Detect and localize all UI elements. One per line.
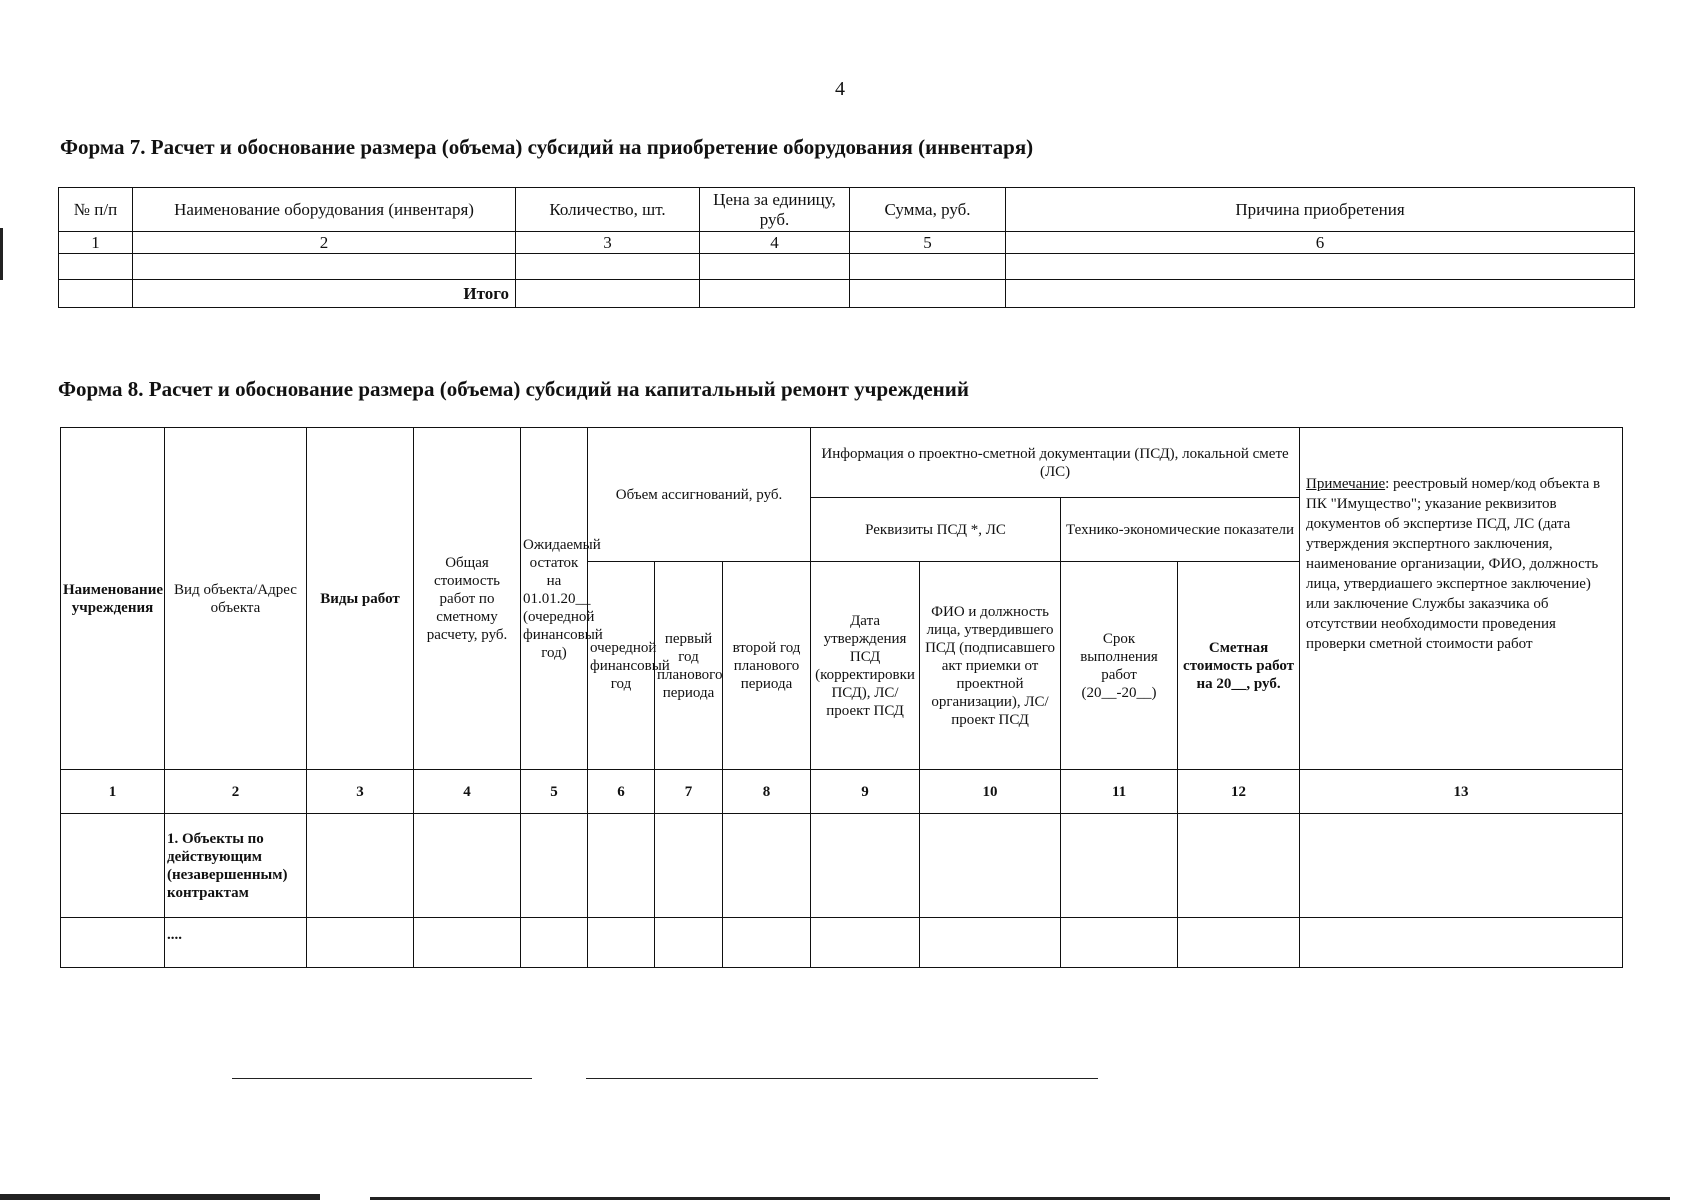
f7-header-name: Наименование оборудования (инвентаря) [133, 188, 516, 232]
f8-header-first-plan-year: первый год планового периода [655, 562, 723, 770]
f8-row-ellipsis: .... [165, 918, 307, 968]
f8-header-tech-econ: Технико-экономические показатели [1061, 498, 1300, 562]
f8-header-works: Виды работ [307, 428, 414, 770]
f7-header-price: Цена за единицу, руб. [700, 188, 850, 232]
f8-colnum-4: 4 [414, 770, 521, 814]
f8-colnum-1: 1 [61, 770, 165, 814]
f8-header-institution: Наименование учреждения [61, 428, 165, 770]
f7-colnum-2: 2 [133, 232, 516, 254]
f7-colnum-3: 3 [516, 232, 700, 254]
f8-colnum-2: 2 [165, 770, 307, 814]
f8-header-approver: ФИО и должность лица, утвердившего ПСД (подписавшего акт приемки от проектной организации), ЛС/проект ПСД [920, 562, 1061, 770]
f8-header-note [1300, 428, 1623, 770]
f8-header-psd-requisites: Реквизиты ПСД *, ЛС [811, 498, 1061, 562]
f7-header-sum: Сумма, руб. [850, 188, 1006, 232]
f8-colnum-10: 10 [920, 770, 1061, 814]
form8-title: Форма 8. Расчет и обоснование размера (объема) субсидий на капитальный ремонт учреждений [58, 377, 969, 401]
f8-header-estimated-cost: Сметная стоимость работ на 20__, руб. [1178, 562, 1300, 770]
f8-colnum-9: 9 [811, 770, 920, 814]
f8-header-approval-date: Дата утверждения ПСД (корректировки ПСД), ЛС/проект ПСД [811, 562, 920, 770]
f8-colnum-13: 13 [1300, 770, 1623, 814]
form7-table [58, 187, 1635, 308]
f7-header-number: № п/п [59, 188, 133, 232]
f7-total-label: Итого [133, 280, 516, 308]
signature-line-right [586, 1078, 1098, 1079]
table-row [61, 918, 1623, 968]
page-number: 4 [835, 78, 845, 100]
f8-colnum-3: 3 [307, 770, 414, 814]
f8-colnum-5: 5 [521, 770, 588, 814]
f8-colnum-7: 7 [655, 770, 723, 814]
form7-title: Форма 7. Расчет и обоснование размера (объема) субсидий на приобретение оборудования (инвентаря) [60, 135, 1034, 159]
f8-row-contracts: 1. Объекты по действующим (незавершенным) контрактам [165, 814, 307, 918]
f7-empty-row [59, 254, 1635, 280]
f8-colnum-12: 12 [1178, 770, 1300, 814]
f8-header-object: Вид объекта/Адрес объекта [165, 428, 307, 770]
f8-note-text: : реестровый номер/код объекта в ПК "Имущество"; указание реквизитов документов об экспертизе ПСД, ЛС (дата утверждения экспертного заключения, наименование организации, ФИО, должность лица, утвердиашего экспертное заключение) или заключение Службы заказчика об отсутствии необходимости проведения проверки сметной стоимости работ [1306, 476, 1601, 652]
f7-header-reason: Причина приобретения [1006, 188, 1635, 232]
f8-header-second-plan-year: второй год планового периода [723, 562, 811, 770]
f8-header-total-cost: Общая стоимость работ по сметному расчету, руб. [414, 428, 521, 770]
f7-total-row [59, 280, 1635, 308]
f8-note-label: Примечание [1306, 476, 1386, 492]
f7-header-qty: Количество, шт. [516, 188, 700, 232]
f8-header-next-year: очередной финансовый год [588, 562, 655, 770]
f7-colnum-5: 5 [850, 232, 1006, 254]
scan-margin-mark [0, 228, 3, 280]
f8-colnum-11: 11 [1061, 770, 1178, 814]
form8-table [60, 427, 1623, 968]
f7-colnum-4: 4 [700, 232, 850, 254]
f8-header-allocations: Объем ассигнований, руб. [588, 428, 811, 562]
scan-bottom-mark [0, 1194, 320, 1200]
f8-header-psd-info: Информация о проектно-сметной документации (ПСД), локальной смете (ЛС) [811, 428, 1300, 498]
table-row [61, 814, 1623, 918]
f7-colnum-1: 1 [59, 232, 133, 254]
signature-line-left [232, 1078, 532, 1079]
f7-colnum-6: 6 [1006, 232, 1635, 254]
f8-header-expected-balance: Ожидаемый остаток на 01.01.20__ (очередной финансовый год) [521, 428, 588, 770]
f8-colnum-6: 6 [588, 770, 655, 814]
f8-colnum-8: 8 [723, 770, 811, 814]
f8-header-term: Срок выполнения работ (20__-20__) [1061, 562, 1178, 770]
